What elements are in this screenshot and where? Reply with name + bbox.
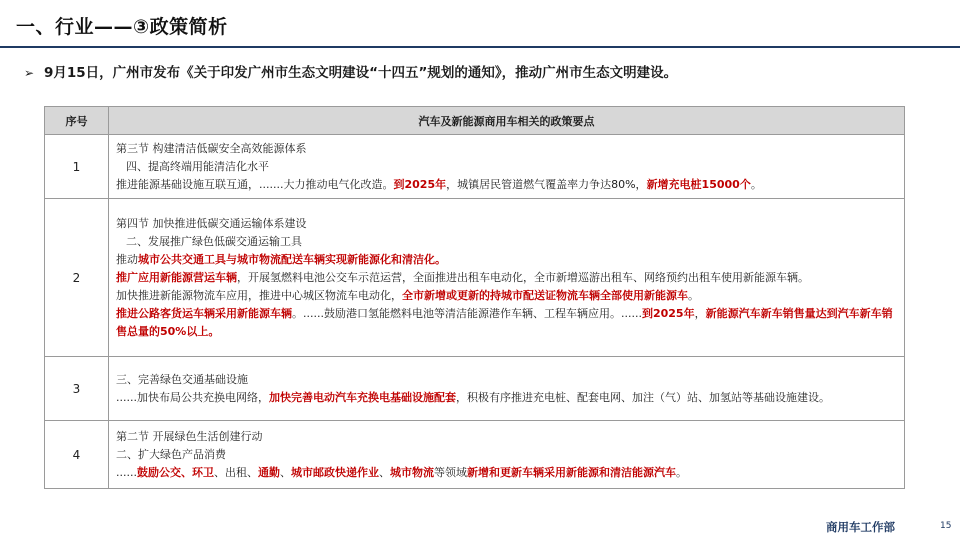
policy-text: 、出租、 (213, 465, 258, 479)
table-row (45, 199, 905, 357)
policy-content (109, 421, 905, 489)
row-number: 1 (45, 135, 109, 199)
policy-text: ......加快布局公共充换电网络， (116, 390, 269, 404)
highlighted-text: 到2025年 (393, 177, 447, 191)
footer-brand: 商用车工作部 (826, 520, 895, 534)
policy-text: 四、提高终端用能清洁化水平 (126, 159, 269, 173)
policy-line (116, 389, 898, 407)
table-row (45, 135, 905, 199)
policy-line (116, 251, 898, 269)
policy-text: ...... (116, 465, 137, 479)
table-row (45, 357, 905, 421)
policy-line (116, 215, 898, 233)
highlighted-text: 通勤 (257, 465, 280, 479)
policy-text: 推进能源基础设施互联互通，.......大力推动电气化改造。 (116, 177, 394, 191)
policy-text: ，积极有序推进充电桩、配套电网、加注（气）站、加氢站等基础设施建设。 (455, 390, 830, 404)
policy-text: 。......鼓励港口氢能燃料电池等清洁能源港作车辆、工程车辆应用。...... (292, 306, 642, 320)
policy-text: 。 (675, 465, 687, 479)
table-header-row (45, 107, 905, 135)
policy-line (116, 464, 898, 482)
policy-line (116, 446, 898, 464)
policy-text: 第二节 开展绿色生活创建行动 (116, 429, 263, 443)
policy-content (109, 199, 905, 357)
policy-line (116, 428, 898, 446)
policy-text: 。 (688, 288, 699, 302)
intro-bullet (24, 61, 677, 81)
header-no: 序号 (45, 107, 109, 135)
policy-text: 。 (750, 177, 762, 191)
policy-text: 等领域 (433, 465, 467, 479)
policy-line (116, 233, 898, 251)
highlighted-text: 城市物流 (389, 465, 434, 479)
policy-text: ，城镇居民管道燃气覆盖率力争达80%， (446, 177, 647, 191)
policy-text: 加快推进新能源物流车应用，推进中心城区物流车电动化， (116, 288, 402, 302)
row-number: 2 (45, 199, 109, 357)
policy-text: ， (694, 306, 706, 320)
policy-text: 、 (378, 465, 390, 479)
policy-line (116, 305, 898, 341)
highlighted-text: 新增充电桩15000个 (646, 177, 751, 191)
policy-line (116, 371, 898, 389)
page-number: 15 (940, 521, 952, 531)
policy-text: 第四节 加快推进低碳交通运输体系建设 (116, 216, 307, 230)
policy-line (116, 269, 898, 287)
highlighted-text: 全市新增或更新的持城市配送证物流车辆全部使用新能源车 (402, 288, 688, 302)
policy-content (109, 135, 905, 199)
intro-text: 9月15日，广州市发布《关于印发广州市生态文明建设“十四五”规划的通知》，推动广州市生态文明建设。 (44, 65, 678, 81)
policy-line (116, 176, 898, 194)
policy-table (44, 106, 905, 489)
policy-text: 第三节 构建清洁低碳安全高效能源体系 (116, 141, 307, 155)
policy-line (116, 158, 898, 176)
highlighted-text: 新增和更新车辆采用新能源和清洁能源汽车 (466, 465, 676, 479)
highlighted-text: 推广应用新能源营运车辆 (116, 270, 237, 284)
row-number: 4 (45, 421, 109, 489)
slide-header (0, 0, 960, 42)
policy-text: 三、完善绿色交通基础设施 (116, 372, 248, 386)
highlighted-text: 鼓励公交、环卫 (136, 465, 214, 479)
slide-title: 一、行业——③政策简析 (16, 16, 228, 38)
highlighted-text: 城市邮政快递作业 (290, 465, 379, 479)
policy-content (109, 357, 905, 421)
highlighted-text: 推进公路客货运车辆采用新能源车辆 (116, 306, 292, 320)
policy-text: 二、扩大绿色产品消费 (116, 447, 226, 461)
highlighted-text: 到2025年 (641, 306, 695, 320)
title-divider (0, 46, 960, 48)
policy-text: ，开展氢燃料电池公交车示范运营，全面推进出租车电动化，全市新增巡游出租车、网络预约出租车使用新能源车辆。 (237, 270, 809, 284)
policy-text: 、 (279, 465, 291, 479)
table-body (45, 135, 905, 489)
highlighted-text: 新能源汽车新车销售量达到汽车新车销售总量的50%以上。 (116, 306, 893, 338)
highlighted-text: 加快完善电动汽车充换电基础设施配套 (268, 390, 456, 404)
policy-text: 二、发展推广绿色低碳交通运输工具 (126, 234, 302, 248)
arrow-bullet-icon: ➢ (24, 66, 35, 80)
policy-line (116, 287, 898, 305)
policy-line (116, 140, 898, 158)
policy-text: 推动 (116, 252, 138, 266)
highlighted-text: 城市公共交通工具与城市物流配送车辆实现新能源化和清洁化。 (138, 252, 446, 266)
table-row (45, 421, 905, 489)
header-policy-points: 汽车及新能源商用车相关的政策要点 (109, 107, 905, 135)
row-number: 3 (45, 357, 109, 421)
